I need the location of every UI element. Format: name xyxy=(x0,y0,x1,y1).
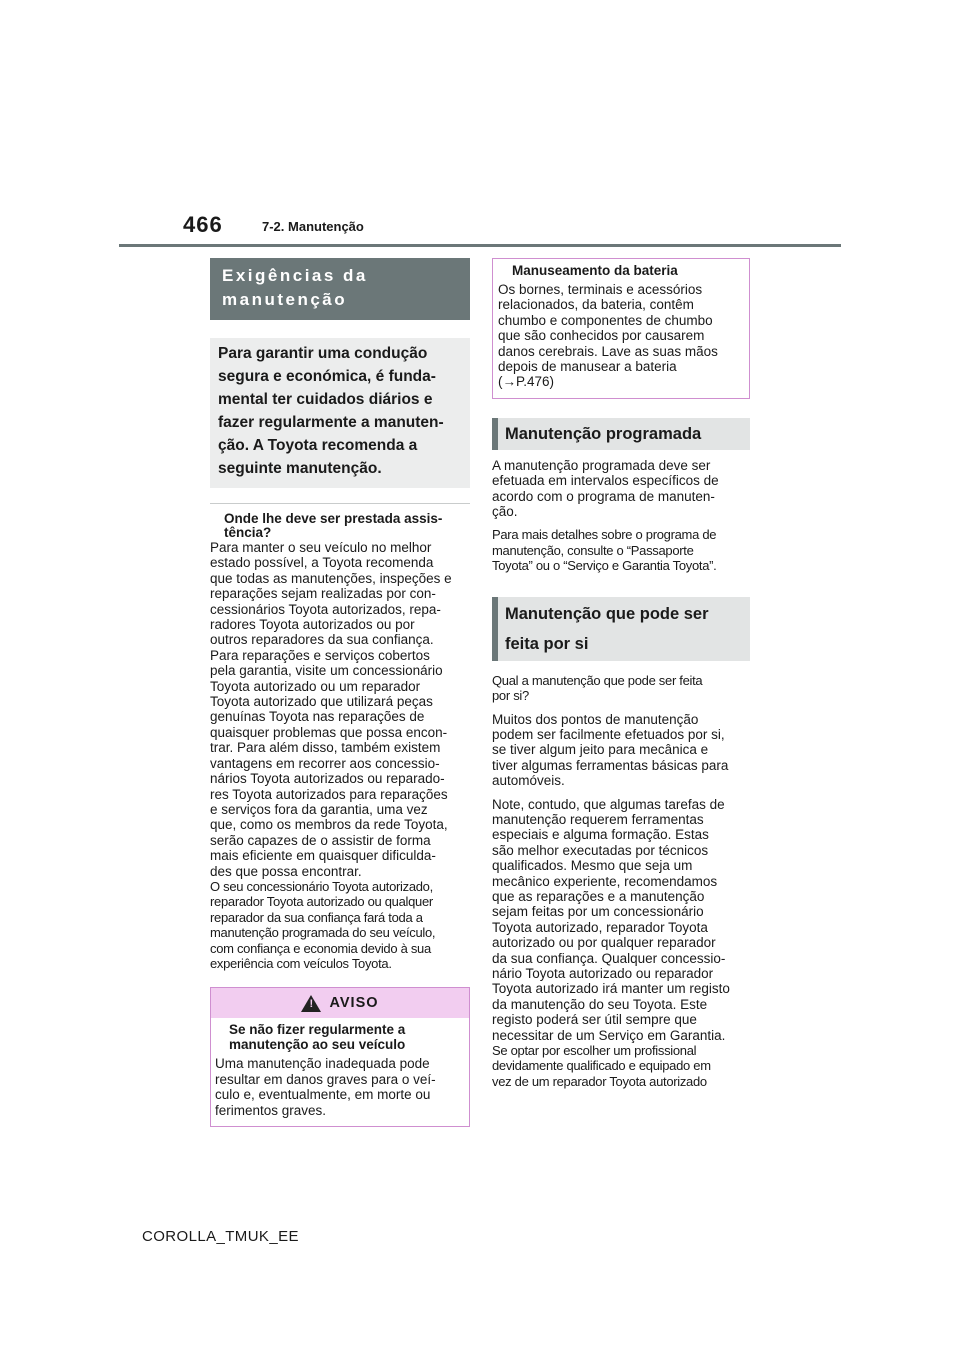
left-column xyxy=(210,258,470,1127)
warning-header xyxy=(211,988,469,1018)
text-line: Qual a manutenção que pode ser feita xyxy=(492,672,703,688)
text-line: acordo com o programa de manuten- xyxy=(492,488,715,504)
intro-box xyxy=(210,338,470,488)
text-line: quaisquer problemas que possa encon- xyxy=(210,724,448,740)
text-line: se tiver algum jeito para mecânica e xyxy=(492,742,709,758)
question-line: tência? xyxy=(224,525,272,540)
text-line: des que possa encontrar. xyxy=(210,863,362,879)
text-line: mecânico experiente, recomendamos xyxy=(492,873,718,889)
answer-paragraph-2 xyxy=(210,879,470,971)
text-line: nário Toyota autorizado ou reparador xyxy=(492,966,714,981)
text-line: especiais e alguma formação. Estas xyxy=(492,827,709,843)
text-line: danos cerebrais. Lave as suas mãos xyxy=(498,343,718,359)
text-line: pela garantia, visite um concessionário xyxy=(210,663,443,679)
text-line: Toyota autorizado irá manter um registo xyxy=(492,981,730,997)
text-line: Note, contudo, que algumas tarefas de xyxy=(492,796,725,812)
diy-paragraph-3 xyxy=(492,1043,750,1089)
question-line: Onde lhe deve ser prestada assis- xyxy=(224,511,443,526)
text-line: manutenção requerem ferramentas xyxy=(492,811,704,827)
text-line: cessionários Toyota autorizados, repa- xyxy=(210,601,441,617)
section-title-line: Exigências da xyxy=(222,266,368,285)
text-line: resultar em danos graves para o veí- xyxy=(215,1071,436,1087)
section-title-scheduled-maintenance: Manutenção programada xyxy=(492,418,750,450)
warning-triangle-icon: ! xyxy=(301,995,321,1012)
text-line: relacionados, da bateria, contêm xyxy=(498,297,694,313)
text-line: reparador da sua confiança fará toda a xyxy=(210,909,423,925)
warning-subtitle xyxy=(215,1022,465,1052)
section-title-line: manutenção xyxy=(222,290,348,309)
text-line: qualificados. Mesmo que seja um xyxy=(492,858,693,874)
text-line: Se optar por escolher um profissional xyxy=(492,1043,697,1059)
warning-box xyxy=(210,987,470,1127)
page-number: 466 xyxy=(183,212,223,237)
warning-text xyxy=(215,1056,465,1118)
text-line: efetuada em intervalos específicos de xyxy=(492,473,719,489)
diy-paragraph-1 xyxy=(492,712,750,789)
text-line: Os bornes, terminais e acessórios xyxy=(498,282,703,297)
text-line: da sua confiança. Qualquer concessio- xyxy=(492,950,726,966)
battery-title: Manuseamento da bateria xyxy=(512,263,678,278)
text-line: automóveis. xyxy=(492,773,565,789)
text-line: ferimentos graves. xyxy=(215,1102,327,1118)
text-line: mais eficiente em quaisquer dificulda- xyxy=(210,848,436,864)
text-line: que, como os membros da rede Toyota, xyxy=(210,817,448,833)
divider xyxy=(210,503,470,504)
question-where-assistance xyxy=(210,512,470,540)
battery-handling-box xyxy=(492,258,750,399)
text-line: Toyota autorizado, reparador Toyota xyxy=(492,919,708,935)
text-line: Uma manutenção inadequada pode xyxy=(215,1056,430,1072)
text-line: res Toyota autorizados para reparações xyxy=(210,786,448,802)
text-line: autorizado ou por qualquer reparador xyxy=(492,935,716,951)
text-line: Para mais detalhes sobre o programa de xyxy=(492,527,717,543)
diy-question xyxy=(492,673,750,704)
page-reference-link[interactable]: (→P.476) xyxy=(498,374,555,390)
text-line: com confiança e economia devido à sua xyxy=(210,940,431,956)
text-line: A manutenção programada deve ser xyxy=(492,457,711,473)
text-line: Toyota” ou o “Serviço e Garantia Toyota”. xyxy=(492,558,717,574)
section-title-maintenance-requirements xyxy=(210,258,470,320)
text-line: experiência com veículos Toyota. xyxy=(210,955,392,971)
text-line: Para reparações e serviços cobertos xyxy=(210,647,430,663)
text-line: genuínas Toyota nas reparações de xyxy=(210,709,425,725)
text-line: serão capazes de o assistir de forma xyxy=(210,832,431,848)
warning-body xyxy=(211,1018,469,1126)
text-line: Se não fizer regularmente a xyxy=(229,1022,406,1038)
text-line: registo poderá ser útil sempre que xyxy=(492,1012,697,1028)
footer-document-code: COROLLA_TMUK_EE xyxy=(142,1228,299,1245)
text-line: sejam feitas por um concessionário xyxy=(492,904,704,920)
text-line: estado possível, a Toyota recomenda xyxy=(210,555,434,571)
section-title-line: Manutenção que pode ser xyxy=(505,604,709,623)
section-title-line: feita por si xyxy=(505,634,589,653)
text-line: radores Toyota autorizados ou por xyxy=(210,617,415,633)
text-line: podem ser facilmente efetuados por si, xyxy=(492,726,725,742)
text-line: reparações sejam realizadas por con- xyxy=(210,586,436,602)
text-line: ção. xyxy=(492,504,518,520)
text-line: tiver algumas ferramentas básicas para xyxy=(492,757,729,773)
text-line: trar. Para além disso, também existem xyxy=(210,740,441,756)
text-line: outros reparadores da sua confiança. xyxy=(210,632,434,648)
text-line: Toyota autorizado ou um reparador xyxy=(210,678,421,694)
text-line: reparador Toyota autorizado ou qualquer xyxy=(210,894,433,910)
scheduled-text xyxy=(492,458,750,520)
text-line: devidamente qualificado e equipado em xyxy=(492,1058,711,1074)
text-line: Muitos dos pontos de manutenção xyxy=(492,711,699,727)
intro-line: fazer regularmente a manuten- xyxy=(218,414,444,431)
diy-paragraph-2 xyxy=(492,797,750,1044)
text-line: e serviços fora da garantia, uma vez xyxy=(210,801,428,817)
text-line: culo e, eventualmente, em morte ou xyxy=(215,1087,431,1103)
text-line: necessitar de um Serviço em Garantia. xyxy=(492,1027,726,1043)
intro-line: ção. A Toyota recomenda a xyxy=(218,437,418,454)
text-line: Toyota autorizado que utilizará peças xyxy=(210,694,433,710)
warning-title: AVISO xyxy=(329,995,379,1012)
text-line: vantagens em recorrer aos concessio- xyxy=(210,755,440,771)
text-line: nários Toyota autorizados ou reparado- xyxy=(210,771,445,787)
section-title-diy-maintenance xyxy=(492,597,750,661)
battery-text xyxy=(498,282,745,390)
text-line: manutenção, consulte o “Passaporte xyxy=(492,542,694,558)
text-line: da manutenção do seu Toyota. Este xyxy=(492,996,708,1012)
right-column xyxy=(492,258,750,1089)
intro-line: Para garantir uma condução xyxy=(218,345,428,362)
chapter-label: 7-2. Manutenção xyxy=(262,219,364,234)
text-line: Para manter o seu veículo no melhor xyxy=(210,540,432,555)
text-line: manutenção ao seu veículo xyxy=(229,1037,406,1053)
text-line: que as reparações e a manutenção xyxy=(492,888,705,904)
text-line: vez de um reparador Toyota autorizado xyxy=(492,1073,707,1089)
scheduled-text-2 xyxy=(492,527,750,573)
text-line: são melhor executadas por técnicos xyxy=(492,842,709,858)
text-line: O seu concessionário Toyota autorizado, xyxy=(210,878,433,894)
intro-line: mental ter cuidados diários e xyxy=(218,391,433,408)
text-line: por si? xyxy=(492,688,529,704)
text-line: manutenção programada do seu veículo, xyxy=(210,925,436,941)
header-rule xyxy=(119,244,841,247)
intro-line: seguinte manutenção. xyxy=(218,460,382,477)
text-line: que são conhecidos por causarem xyxy=(498,328,705,344)
text-line: que todas as manutenções, inspeções e xyxy=(210,570,452,586)
answer-paragraph xyxy=(210,540,470,879)
intro-line: segura e económica, é funda- xyxy=(218,368,436,385)
text-line: depois de manusear a bateria xyxy=(498,359,677,375)
text-line: chumbo e componentes de chumbo xyxy=(498,312,713,328)
